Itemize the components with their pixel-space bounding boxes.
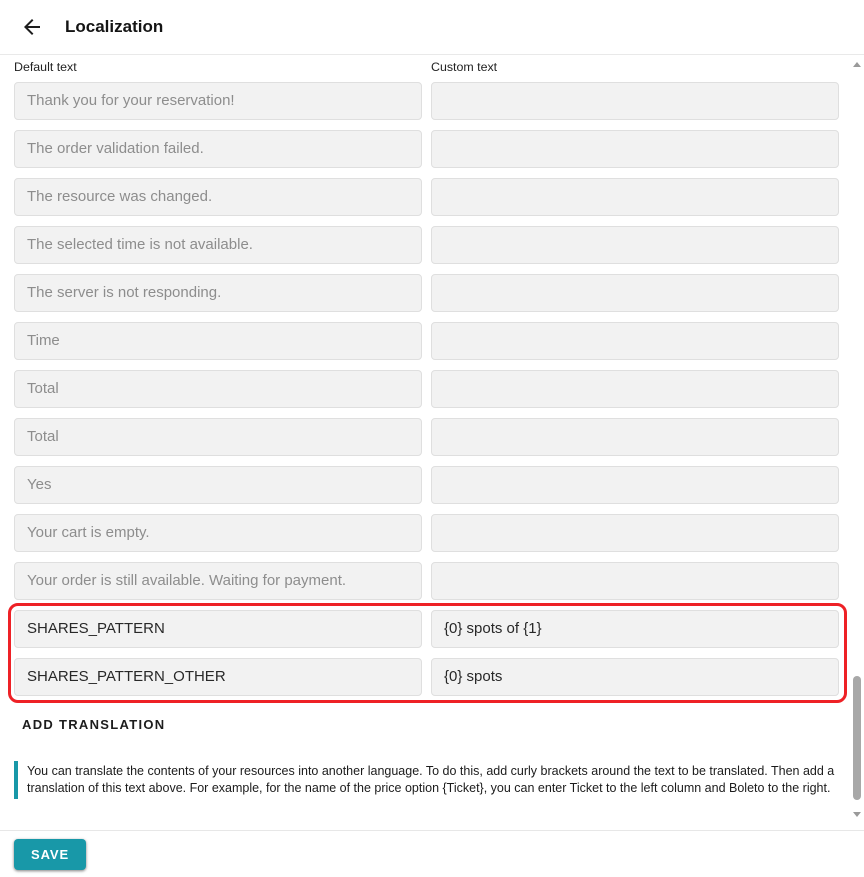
arrow-left-icon [20, 15, 44, 39]
custom-text-input[interactable]: {0} spots [431, 658, 839, 696]
default-text-field[interactable]: Yes [14, 466, 422, 504]
custom-text-input[interactable] [431, 178, 839, 216]
custom-text-input[interactable] [431, 370, 839, 408]
default-text-field[interactable]: Time [14, 322, 422, 360]
custom-text-input[interactable] [431, 226, 839, 264]
default-text-field[interactable]: Total [14, 418, 422, 456]
table-row [14, 130, 839, 168]
app-header [0, 0, 864, 55]
translation-help-note: You can translate the contents of your resources into another language. To do this, add curly brackets around the text to be translated. Then add a translation of this text above. For example, for the name of the price option {Ticket}, you can enter Ticket to the left column and Boleto to the right. [14, 761, 839, 799]
custom-text-input[interactable]: {0} spots of {1} [431, 610, 839, 648]
add-translation-button[interactable]: ADD TRANSLATION [22, 717, 166, 732]
default-text-field[interactable]: SHARES_PATTERN [14, 610, 422, 648]
table-row [14, 562, 839, 600]
back-button[interactable] [18, 13, 46, 41]
table-row [14, 418, 839, 456]
table-row [14, 82, 839, 120]
table-row [14, 178, 839, 216]
default-text-field[interactable]: SHARES_PATTERN_OTHER [14, 658, 422, 696]
table-row [14, 466, 839, 504]
page-title: Localization [65, 17, 164, 36]
custom-text-input[interactable] [431, 418, 839, 456]
chevron-up-icon[interactable] [853, 62, 861, 67]
default-text-field[interactable]: Total [14, 370, 422, 408]
default-text-field[interactable]: The server is not responding. [14, 274, 422, 312]
custom-text-input[interactable] [431, 322, 839, 360]
table-row [14, 322, 839, 360]
translation-rows [14, 82, 839, 696]
table-row [14, 226, 839, 264]
custom-text-input[interactable] [431, 130, 839, 168]
default-text-field[interactable]: Thank you for your reservation! [14, 82, 422, 120]
localization-table [0, 55, 864, 799]
custom-text-input[interactable] [431, 466, 839, 504]
default-text-field[interactable]: The selected time is not available. [14, 226, 422, 264]
table-row [14, 370, 839, 408]
custom-text-input[interactable] [431, 514, 839, 552]
save-button[interactable]: SAVE [14, 839, 86, 870]
default-text-field[interactable]: The resource was changed. [14, 178, 422, 216]
column-headers [14, 55, 839, 82]
table-row-shares-pattern [14, 610, 839, 648]
default-text-column-header: Default text [14, 60, 77, 74]
footer-bar [0, 830, 864, 877]
default-text-field[interactable]: Your order is still available. Waiting for payment. [14, 562, 422, 600]
custom-text-input[interactable] [431, 274, 839, 312]
table-row [14, 514, 839, 552]
custom-text-input[interactable] [431, 562, 839, 600]
default-text-field[interactable]: The order validation failed. [14, 130, 422, 168]
default-text-field[interactable]: Your cart is empty. [14, 514, 422, 552]
custom-text-column-header: Custom text [431, 60, 498, 74]
chevron-down-icon[interactable] [853, 812, 861, 817]
scrollbar[interactable] [850, 56, 864, 825]
custom-text-input[interactable] [431, 82, 839, 120]
table-row-shares-pattern-other [14, 658, 839, 696]
table-row [14, 274, 839, 312]
scrollbar-thumb[interactable] [853, 676, 861, 800]
